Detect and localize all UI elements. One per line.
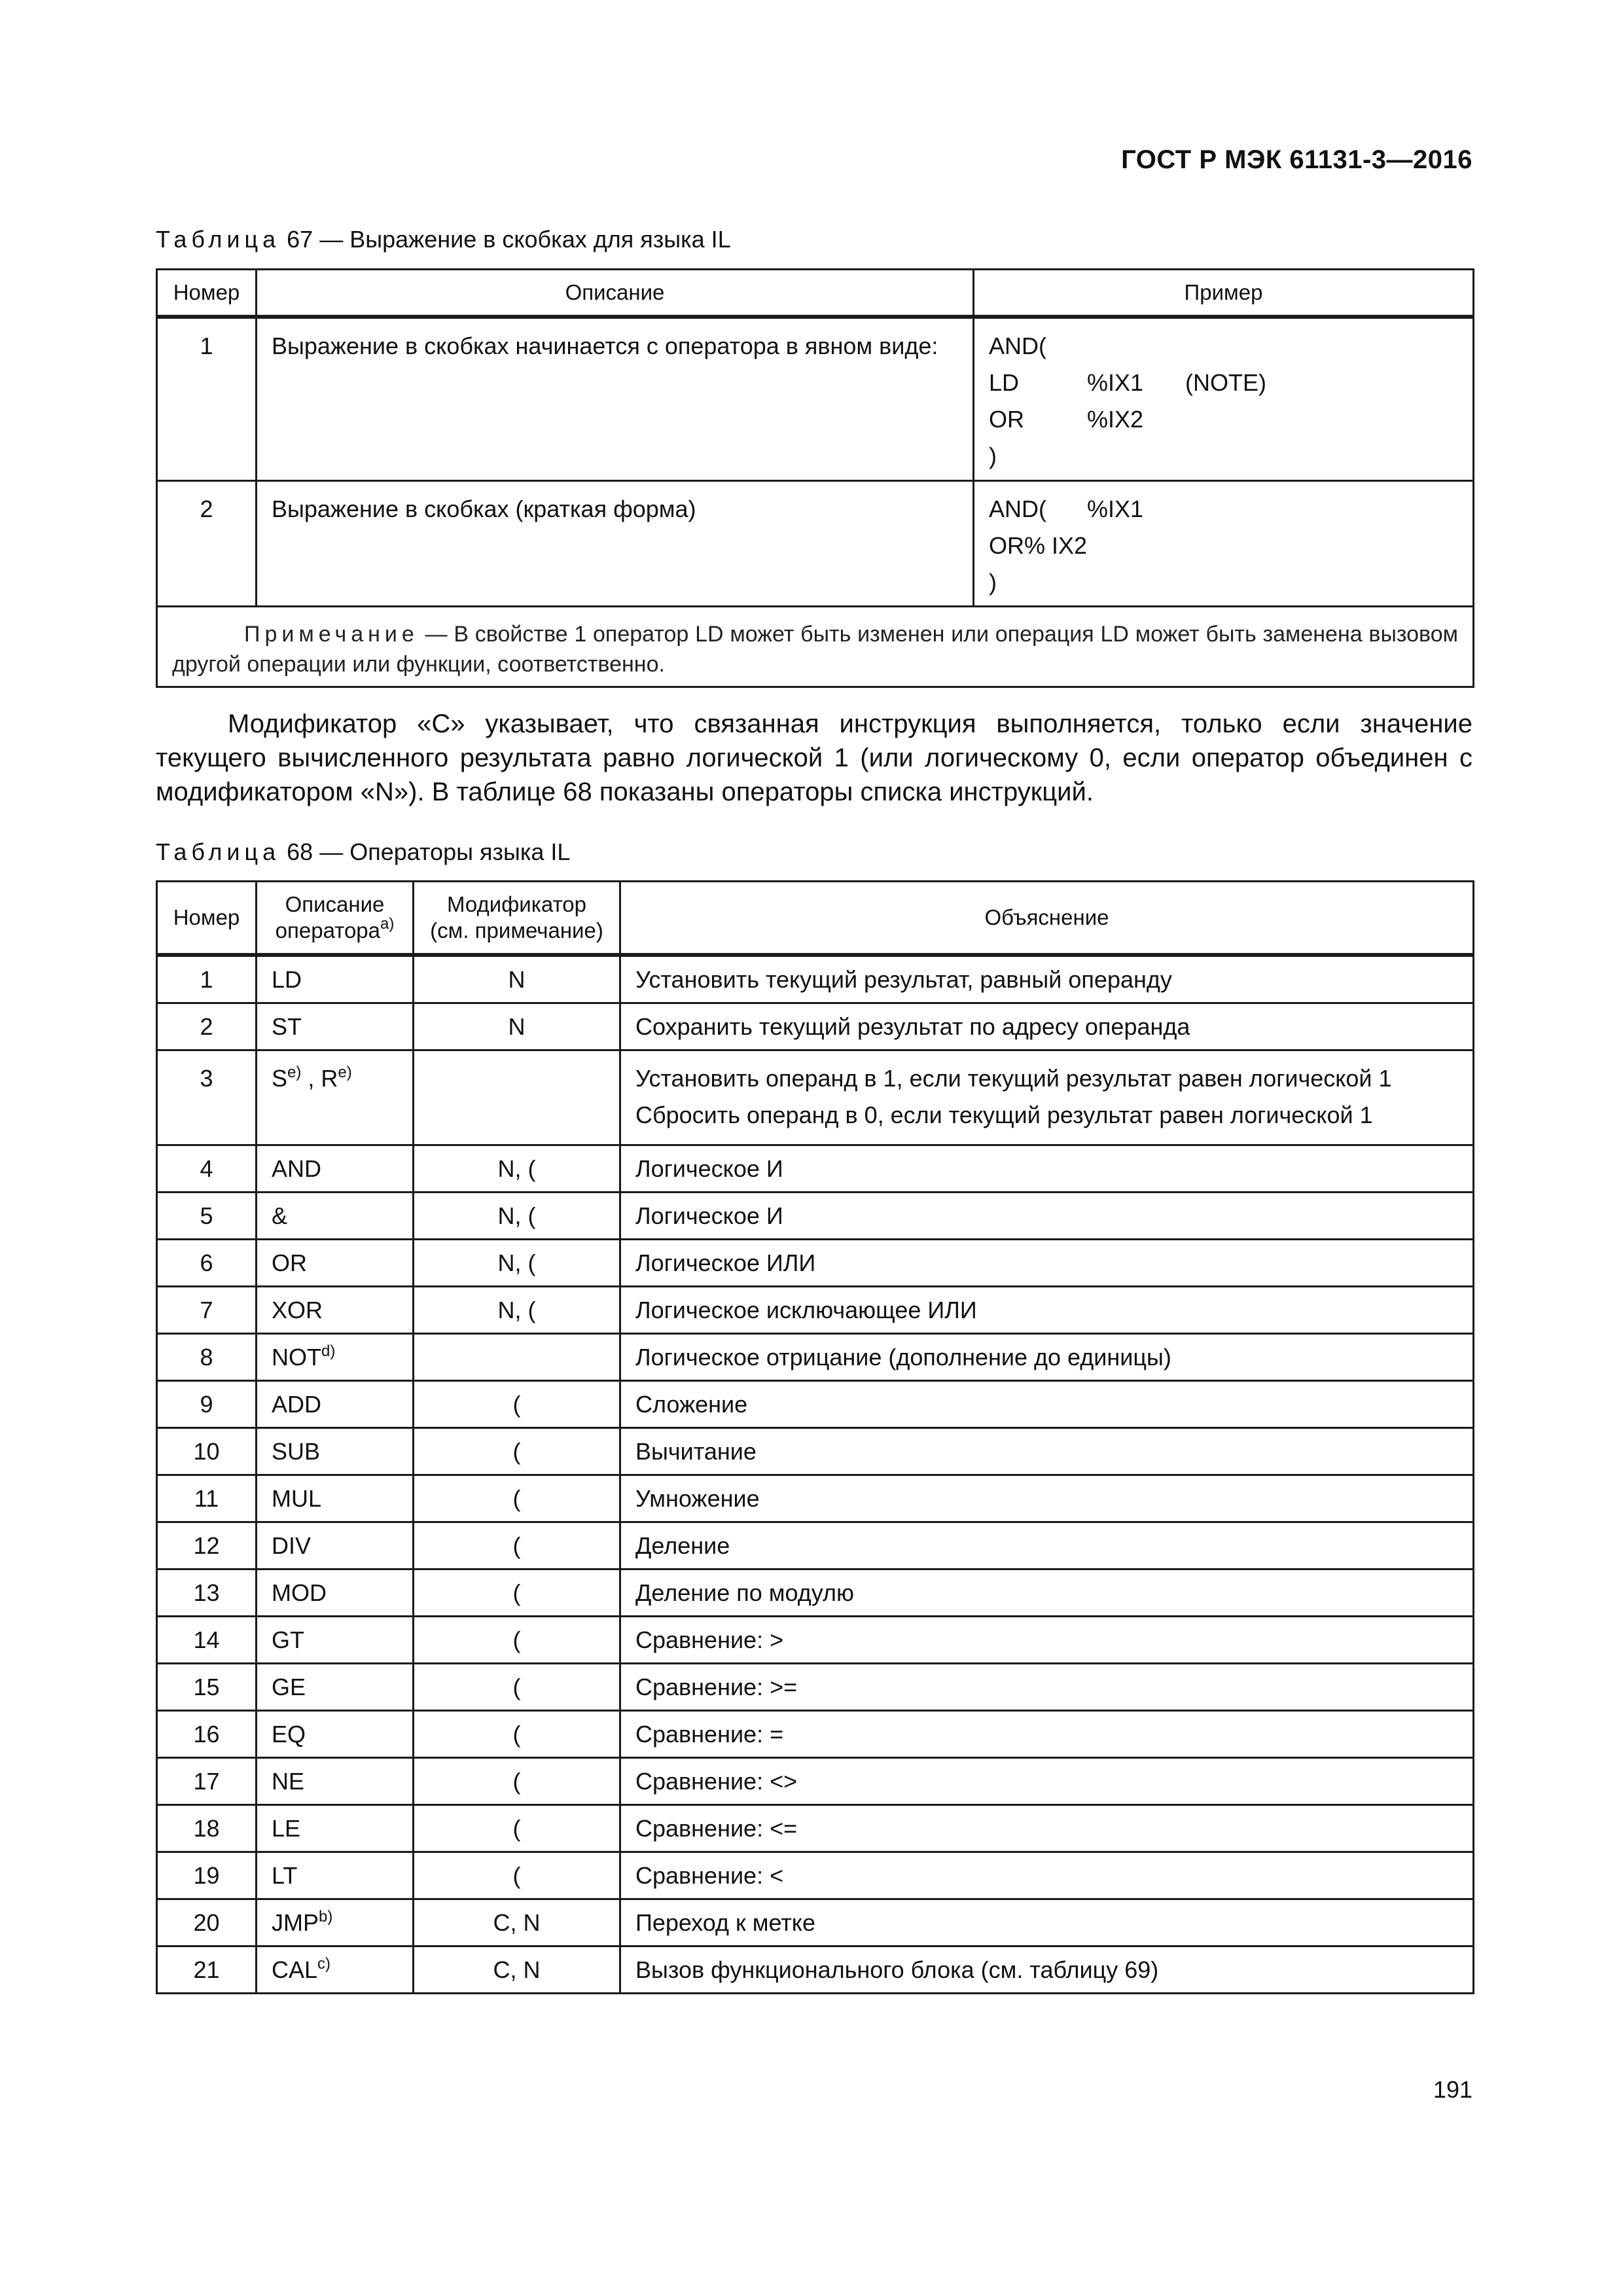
- table-row: [157, 1617, 1474, 1664]
- row-number: 17: [157, 1758, 257, 1805]
- operator-name: AND: [272, 1155, 322, 1182]
- row-operator: [257, 1003, 414, 1050]
- table-67-note: [157, 607, 1474, 687]
- table-67-caption: [156, 226, 731, 253]
- explanation-text: Умножение: [635, 1484, 760, 1512]
- header-line: (см. примечание): [430, 918, 603, 942]
- row-number: 2: [157, 1003, 257, 1050]
- operator-name: OR: [272, 1249, 307, 1276]
- footnote-ref: b): [319, 1907, 333, 1926]
- column-header-modifier: [414, 882, 620, 956]
- note-label: Примечание: [244, 622, 419, 647]
- row-modifier: N, (: [414, 1193, 620, 1240]
- row-modifier: N, (: [414, 1240, 620, 1287]
- row-operator: [257, 1899, 414, 1946]
- row-example: [974, 481, 1474, 607]
- operator-name: GE: [272, 1673, 306, 1700]
- explanation-text: Деление: [635, 1532, 730, 1559]
- row-number: 3: [157, 1050, 257, 1145]
- explanation-text: Сохранить текущий результат по адресу операнда: [635, 1013, 1190, 1040]
- row-explanation: [620, 1428, 1474, 1475]
- row-number: 16: [157, 1711, 257, 1758]
- code-line: [989, 491, 1458, 528]
- code-instr: AND(: [989, 332, 1046, 359]
- operator-name: NE: [272, 1767, 305, 1795]
- table-68-caption: [156, 838, 570, 866]
- code-line: [989, 528, 1458, 564]
- row-explanation: [620, 1570, 1474, 1617]
- explanation-text: Сравнение: =: [635, 1720, 784, 1748]
- explanation-text: Сравнение: >: [635, 1626, 784, 1653]
- column-header-operator: [257, 882, 414, 956]
- row-explanation: [620, 1381, 1474, 1428]
- table-row: [157, 1664, 1474, 1711]
- row-explanation: [620, 1145, 1474, 1193]
- code-line: [989, 564, 1458, 601]
- table-row: [157, 1287, 1474, 1334]
- column-header-number: Номер: [157, 882, 257, 956]
- code-line: [989, 438, 1458, 475]
- table-67-note-row: [157, 607, 1474, 687]
- code-operand: %IX1: [1087, 495, 1144, 522]
- table-row: [157, 1475, 1474, 1522]
- row-number: 14: [157, 1617, 257, 1664]
- explanation-text: Сравнение: <=: [635, 1814, 798, 1842]
- row-operator: [257, 1240, 414, 1287]
- code-operand: %IX1: [1087, 369, 1144, 396]
- code-instr: LD: [989, 369, 1020, 396]
- row-explanation: [620, 1711, 1474, 1758]
- operator-name: EQ: [272, 1720, 306, 1748]
- row-example: [974, 317, 1474, 481]
- explanation-text: Установить текущий результат, равный операнду: [635, 965, 1172, 993]
- table-67-header-row: [157, 270, 1474, 317]
- table-row: [157, 1428, 1474, 1475]
- table-row: [157, 317, 1474, 481]
- code-instr: AND(: [989, 495, 1046, 522]
- table-row: [157, 1522, 1474, 1570]
- row-number: 1: [157, 955, 257, 1003]
- row-operator: [257, 1381, 414, 1428]
- explanation-text: Логическое И: [635, 1155, 783, 1182]
- row-operator: [257, 1758, 414, 1805]
- table-row: [157, 1899, 1474, 1946]
- operator-name: DIV: [272, 1532, 312, 1559]
- row-operator: [257, 955, 414, 1003]
- row-operator: [257, 1664, 414, 1711]
- explanation-text: Сравнение: >=: [635, 1673, 798, 1700]
- row-operator: [257, 1428, 414, 1475]
- row-modifier: N, (: [414, 1145, 620, 1193]
- operator-name: LT: [272, 1861, 298, 1889]
- row-explanation: [620, 1193, 1474, 1240]
- row-explanation: [620, 1852, 1474, 1899]
- table-67-caption-title: 67 — Выражение в скобках для языка IL: [280, 226, 731, 253]
- row-operator: [257, 1334, 414, 1381]
- code-instr: OR: [989, 406, 1024, 433]
- operator-name: SUB: [272, 1437, 321, 1465]
- operator-name: &: [272, 1202, 288, 1229]
- row-number: 4: [157, 1145, 257, 1193]
- table-row: [157, 1805, 1474, 1852]
- code-line: [989, 365, 1458, 401]
- operator-name: NOT: [272, 1343, 321, 1371]
- table-row: [157, 1852, 1474, 1899]
- row-explanation: [620, 1240, 1474, 1287]
- row-description: Выражение в скобках начинается с оператора в явном виде:: [257, 317, 974, 481]
- footnote-ref: e): [338, 1064, 352, 1081]
- table-row: [157, 955, 1474, 1003]
- row-number: 9: [157, 1381, 257, 1428]
- row-explanation: [620, 1758, 1474, 1805]
- row-explanation: [620, 1617, 1474, 1664]
- row-number: 20: [157, 1899, 257, 1946]
- row-operator: [257, 1805, 414, 1852]
- row-operator: [257, 1475, 414, 1522]
- table-68-caption-title: 68 — Операторы языка IL: [280, 838, 571, 865]
- explanation-text: Логическое исключающее ИЛИ: [635, 1296, 977, 1323]
- row-number: 21: [157, 1946, 257, 1994]
- row-number: 7: [157, 1287, 257, 1334]
- row-modifier: N, (: [414, 1287, 620, 1334]
- page-number: 191: [1433, 2076, 1472, 2103]
- explanation-text: Вычитание: [635, 1437, 757, 1465]
- code-instr: ): [989, 569, 997, 596]
- row-operator: [257, 1050, 414, 1145]
- row-explanation: [620, 1805, 1474, 1852]
- column-header-description: Описание: [257, 270, 974, 317]
- table-row: [157, 1240, 1474, 1287]
- table-row: [157, 1758, 1474, 1805]
- table-68-caption-word: Таблица: [156, 838, 281, 865]
- operator-name: ADD: [272, 1390, 322, 1418]
- row-explanation: [620, 955, 1474, 1003]
- explanation-text: Логическое отрицание (дополнение до единицы): [635, 1343, 1171, 1371]
- operator-name: JMP: [272, 1909, 319, 1936]
- explanation-text: Сравнение: <>: [635, 1767, 798, 1795]
- operator-name: LD: [272, 965, 302, 993]
- operator-name: CAL: [272, 1956, 318, 1983]
- row-number: 10: [157, 1428, 257, 1475]
- row-explanation: [620, 1475, 1474, 1522]
- row-operator: [257, 1193, 414, 1240]
- table-68-body: [157, 955, 1474, 1994]
- row-modifier: (: [414, 1805, 620, 1852]
- row-modifier: (: [414, 1570, 620, 1617]
- separator: ,: [301, 1065, 321, 1092]
- table-row: [157, 1946, 1474, 1994]
- row-operator: [257, 1287, 414, 1334]
- explanation-text: Сравнение: <: [635, 1861, 784, 1889]
- operator-name: ST: [272, 1013, 302, 1040]
- row-explanation: [620, 1664, 1474, 1711]
- explanation-text: Сложение: [635, 1390, 748, 1418]
- footnote-ref: c): [317, 1954, 331, 1973]
- row-modifier: [414, 1334, 620, 1381]
- row-number: 12: [157, 1522, 257, 1570]
- operator-name: LE: [272, 1814, 301, 1842]
- row-explanation: [620, 1899, 1474, 1946]
- row-explanation: [620, 1287, 1474, 1334]
- table-68: [156, 880, 1474, 1994]
- row-number: 19: [157, 1852, 257, 1899]
- table-row: [157, 1050, 1474, 1145]
- header-line: Модификатор: [446, 892, 586, 916]
- code-line: [989, 328, 1458, 365]
- row-operator: [257, 1145, 414, 1193]
- note-text: — В свойстве 1 оператор LD может быть изменен или операция LD может быть заменена вызовом другой операции или функции, соответственно.: [172, 622, 1458, 677]
- operator-name: R: [321, 1065, 338, 1092]
- row-number: 6: [157, 1240, 257, 1287]
- table-68-header-row: [157, 882, 1474, 956]
- row-modifier: (: [414, 1664, 620, 1711]
- row-modifier: (: [414, 1852, 620, 1899]
- row-modifier: (: [414, 1758, 620, 1805]
- row-modifier: N: [414, 955, 620, 1003]
- row-modifier: (: [414, 1428, 620, 1475]
- row-number: 1: [157, 317, 257, 481]
- row-number: 13: [157, 1570, 257, 1617]
- operator-name: MOD: [272, 1579, 327, 1606]
- explanation-text: Переход к метке: [635, 1909, 815, 1936]
- table-row: [157, 481, 1474, 607]
- explanation-text: Деление по модулю: [635, 1579, 854, 1606]
- table-67-caption-word: Таблица: [156, 226, 281, 253]
- row-modifier: C, N: [414, 1946, 620, 1994]
- body-paragraph: Модификатор «С» указывает, что связанная инструкция выполняется, только если значение текущего вычисленного результата равно логической 1 (или логическому 0, если оператор объединен с модификатором «N»). В таблице 68 показаны операторы списка инструкций.: [156, 709, 1472, 806]
- table-row: [157, 1381, 1474, 1428]
- table-row: [157, 1711, 1474, 1758]
- explanation-text: Логическое И: [635, 1202, 783, 1229]
- document-header: ГОСТ Р МЭК 61131-3—2016: [1121, 145, 1472, 174]
- code-instr: ): [989, 442, 997, 469]
- code-line: [989, 401, 1458, 438]
- operator-name: GT: [272, 1626, 304, 1653]
- row-operator: [257, 1852, 414, 1899]
- table-row: [157, 1193, 1474, 1240]
- table-row: [157, 1570, 1474, 1617]
- table-67: [156, 268, 1474, 688]
- row-number: 18: [157, 1805, 257, 1852]
- table-row: [157, 1145, 1474, 1193]
- row-number: 2: [157, 481, 257, 607]
- row-description: Выражение в скобках (краткая форма): [257, 481, 974, 607]
- row-modifier: (: [414, 1381, 620, 1428]
- row-operator: [257, 1711, 414, 1758]
- header-line: оператора: [275, 918, 380, 942]
- operator-name: XOR: [272, 1296, 323, 1323]
- row-modifier: (: [414, 1475, 620, 1522]
- row-explanation: [620, 1334, 1474, 1381]
- explanation-text: Логическое ИЛИ: [635, 1249, 816, 1276]
- footnote-ref: d): [321, 1342, 336, 1360]
- code-comment: (NOTE): [1185, 369, 1266, 396]
- table-row: [157, 1003, 1474, 1050]
- column-header-explanation: Объяснение: [620, 882, 1474, 956]
- row-number: 5: [157, 1193, 257, 1240]
- row-explanation: [620, 1946, 1474, 1994]
- table-row: [157, 1334, 1474, 1381]
- row-number: 15: [157, 1664, 257, 1711]
- row-modifier: N: [414, 1003, 620, 1050]
- explanation-text: Сбросить операнд в 0, если текущий результат равен логической 1: [635, 1102, 1373, 1128]
- row-operator: [257, 1617, 414, 1664]
- explanation-text: Вызов функционального блока (см. таблицу 69): [635, 1956, 1159, 1983]
- footnote-ref: a): [380, 915, 395, 933]
- operator-name: MUL: [272, 1484, 322, 1512]
- row-number: 11: [157, 1475, 257, 1522]
- row-operator: [257, 1946, 414, 1994]
- column-header-example: Пример: [974, 270, 1474, 317]
- row-modifier: C, N: [414, 1899, 620, 1946]
- operator-name: S: [272, 1065, 288, 1092]
- row-modifier: (: [414, 1711, 620, 1758]
- row-modifier: (: [414, 1617, 620, 1664]
- header-line: Описание: [285, 892, 385, 916]
- code-operand: %IX2: [1087, 406, 1144, 433]
- explanation-text: Установить операнд в 1, если текущий результат равен логической 1: [635, 1065, 1392, 1092]
- row-explanation: [620, 1522, 1474, 1570]
- code-instr: OR% IX2: [989, 532, 1088, 559]
- row-explanation: [620, 1003, 1474, 1050]
- row-number: 8: [157, 1334, 257, 1381]
- row-operator: [257, 1570, 414, 1617]
- footnote-ref: e): [287, 1064, 302, 1081]
- column-header-number: Номер: [157, 270, 257, 317]
- row-modifier: (: [414, 1522, 620, 1570]
- row-explanation: [620, 1050, 1474, 1145]
- row-operator: [257, 1522, 414, 1570]
- row-modifier: [414, 1050, 620, 1145]
